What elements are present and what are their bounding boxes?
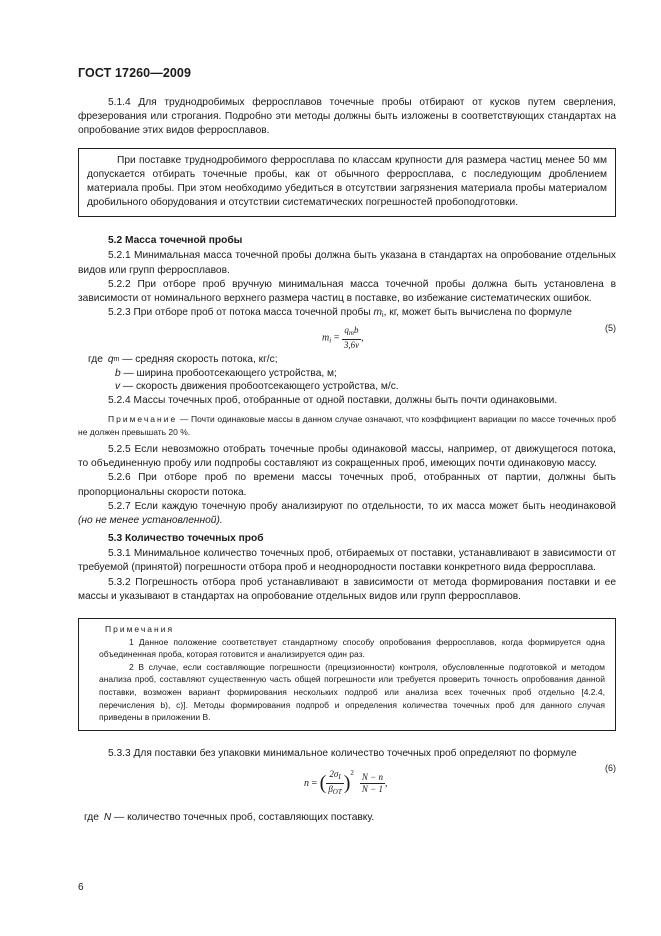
- formula-6: [78, 763, 616, 811]
- where-row-b: [78, 367, 616, 381]
- paragraph-5-3-3: 5.3.3 Для поставки без упаковки минимальное количество точечных проб определяют по формуле: [108, 747, 577, 759]
- paragraph-5-2-7: [78, 500, 616, 528]
- paragraph-5-2-1: 5.2.1 Минимальная масса точечной пробы должна быть указана в стандартах на опробование отдельных видов или групп ферросплавов.: [78, 250, 616, 276]
- note-5-2-4: [78, 413, 616, 438]
- note-2: 2 В случае, если составляющие погрешности (прецизионности) контроля, обусловленные подготовкой и методом анализа проб, составляют существенную часть общей погрешности или требуется проверить точность опробования данной поставки, возможен вариант формирования нескольких подпроб или анализа всех точечных проб отдельно [4.2.4, перечисления b), c)]. Методы формирования подпроб и определения количества точечных проб для данного случая приведены в приложении В.: [99, 661, 605, 723]
- section-heading-5-3: 5.3 Количество точечных проб: [108, 533, 264, 545]
- where2-symbol-N: N: [103, 811, 112, 823]
- formula-5-fraction: [342, 325, 361, 351]
- formula-5-lhs: m: [322, 332, 330, 344]
- paragraph-5-2-4: 5.2.4 Массы точечных проб, отобранные от одной поставки, должны быть почти одинаковыми.: [108, 394, 558, 406]
- notes-label: Примечания: [105, 623, 175, 634]
- formula-6-tail: ,: [385, 777, 388, 789]
- formula-6-den-2: N − 1: [361, 783, 383, 794]
- formula-6-num-1: [326, 769, 343, 784]
- formula-6-lhs: n: [304, 777, 309, 789]
- paragraph-5-3-1: 5.3.1 Минимальное количество точечных проб, отбираемых от поставки, устанавливают в зависимости от требуемой (принятой) погрешности отбора проб и неоднородности поставки конкретного вида ферросплава.: [78, 548, 616, 574]
- where-row-qm: [78, 353, 616, 367]
- where-dash: —: [120, 381, 136, 393]
- paragraph-5-2-3: [78, 306, 616, 323]
- paragraph-5-2-2: 5.2.2 При отборе проб вручную минимальная масса точечной пробы должна быть установлена в зависимости от номинального верхнего размера частиц в поставке, во избежание систематических ошибок.: [78, 278, 616, 305]
- where-text-v: скорость движения пробоотсекающего устройства, м/с.: [135, 381, 399, 393]
- formula-5-lhs-sub: i: [329, 336, 332, 345]
- paragraph-5-2-6: 5.2.6 При отборе проб по времени массы точечных проб, отобранных от партии, должны быть пропорциональны скорости потока.: [78, 472, 616, 498]
- formula-6-fraction-1: [326, 769, 343, 798]
- paragraph-5-2-7-italic: (но не менее установленной).: [78, 514, 223, 526]
- mass-subscript: i: [382, 312, 384, 320]
- formula-6-eq: =: [309, 777, 320, 789]
- formula-5-numerator: [342, 325, 361, 340]
- formula-5-body: [322, 325, 364, 351]
- where2-pre: где: [84, 811, 99, 823]
- note-text: — Почти одинаковые массы в данном случае означают, что коэффициент вариации по массе точечных проб не должен превышать 20 %.: [78, 414, 616, 437]
- where-sub-m: m: [113, 356, 120, 364]
- where-dash: —: [120, 367, 137, 379]
- formula-6-number: (6): [605, 762, 616, 773]
- formula-6-num-2: N − n: [361, 771, 383, 782]
- document-content: [78, 96, 616, 824]
- paragraph-5-2-5: 5.2.5 Если невозможно отобрать точечные пробы одинаковой массы, например, от движущегося потока, то объединенную пробу или подпробы составляют из сокращенных проб, имеющих почти одинаковую массу.: [78, 443, 616, 470]
- document-header: ГОСТ 17260—2009: [78, 66, 192, 80]
- where-dash: —: [119, 354, 136, 366]
- formula-6-exponent: 2: [350, 768, 354, 777]
- paragraph-5-2-7-text: 5.2.7 Если каждую точечную пробу анализируют по отдельности, то их масса может быть неодинаковой: [108, 500, 616, 512]
- paragraph-5-3-2: 5.3.2 Погрешность отбора проб устанавливают в зависимости от метода формирования поставки и ее массы и указывают в стандартах на опробование отдельных видов или групп ферросплавов.: [78, 576, 616, 602]
- note-1: 1 Данное положение соответствует стандартному способу опробования ферросплавов, когда формируется одна объединенная проба, которая готовится и анализируется один раз.: [99, 636, 605, 660]
- paragraph-5-1-4: 5.1.4 Для труднодробимых ферросплавов точечные пробы отбирают от кусков путем сверления, фрезерования или строгания. Подробно эти методы должны быть изложены в соответствующих стандартах на опробование этих видов ферросплавов.: [78, 97, 616, 137]
- formula-5-number: (5): [605, 323, 616, 334]
- formula-5-num-q: q: [344, 325, 349, 336]
- where-row-N: [78, 811, 616, 825]
- paragraph-5-2-3-post: , кг, может быть вычислена по формуле: [383, 307, 572, 319]
- where-text-b: ширина пробоотсекающего устройства, м;: [136, 367, 337, 379]
- formula-5-tail: ,: [361, 332, 364, 344]
- where-row-v: [78, 380, 616, 394]
- where-list-1: [78, 353, 616, 394]
- formula-5-num-sub: m: [348, 329, 354, 338]
- mass-symbol: m: [373, 307, 383, 319]
- formula-6-beta: β: [328, 783, 333, 794]
- formula-6-den-1: [326, 784, 343, 798]
- page-number: 6: [78, 882, 84, 893]
- where-pre: где: [88, 354, 103, 366]
- formula-6-paren-right: ): [343, 772, 351, 795]
- where-list-2: [78, 811, 616, 825]
- formula-6-sigma: 2σ: [329, 768, 339, 779]
- note-label: Примечание: [108, 414, 178, 425]
- formula-6-body: [304, 769, 388, 798]
- where-symbol-q: q: [107, 354, 114, 366]
- where-symbol-b: b: [115, 367, 121, 379]
- where-text-q: средняя скорость потока, кг/с;: [135, 354, 278, 366]
- formula-6-fraction-2: [360, 772, 385, 795]
- formula-5: [78, 323, 616, 353]
- where2-dash: —: [111, 811, 128, 823]
- formula-6-paren-left: (: [319, 772, 327, 795]
- formula-6-beta-sub: ОТ: [332, 787, 342, 796]
- where2-text: количество точечных проб, составляющих поставку.: [127, 811, 375, 823]
- section-heading-5-2: 5.2 Масса точечной пробы: [108, 235, 243, 247]
- boxed-paragraph: При поставке труднодробимого ферросплава по классам крупности для размера частиц менее 50 мм допускается отбирать точечные пробы, как от обычного ферросплава, с последующим дроблением материала пробы. При этом необходимо убедиться в отсутствии загрязнения материала пробы материалом дробильного оборудования и отсутствии систематических погрешностей пробоподготовки.: [87, 154, 607, 209]
- formula-6-sigma-sub: I: [338, 772, 341, 781]
- paragraph-5-2-3-pre: 5.2.3 При отборе проб от потока масса точечной пробы: [108, 307, 371, 319]
- where-symbol-v: v: [115, 381, 121, 393]
- formula-5-denominator: 3,6v: [343, 340, 360, 351]
- formula-5-eq: =: [331, 332, 342, 344]
- notes-box: [78, 618, 616, 731]
- formula-5-num-b: b: [353, 325, 359, 336]
- boxed-text: [78, 148, 616, 218]
